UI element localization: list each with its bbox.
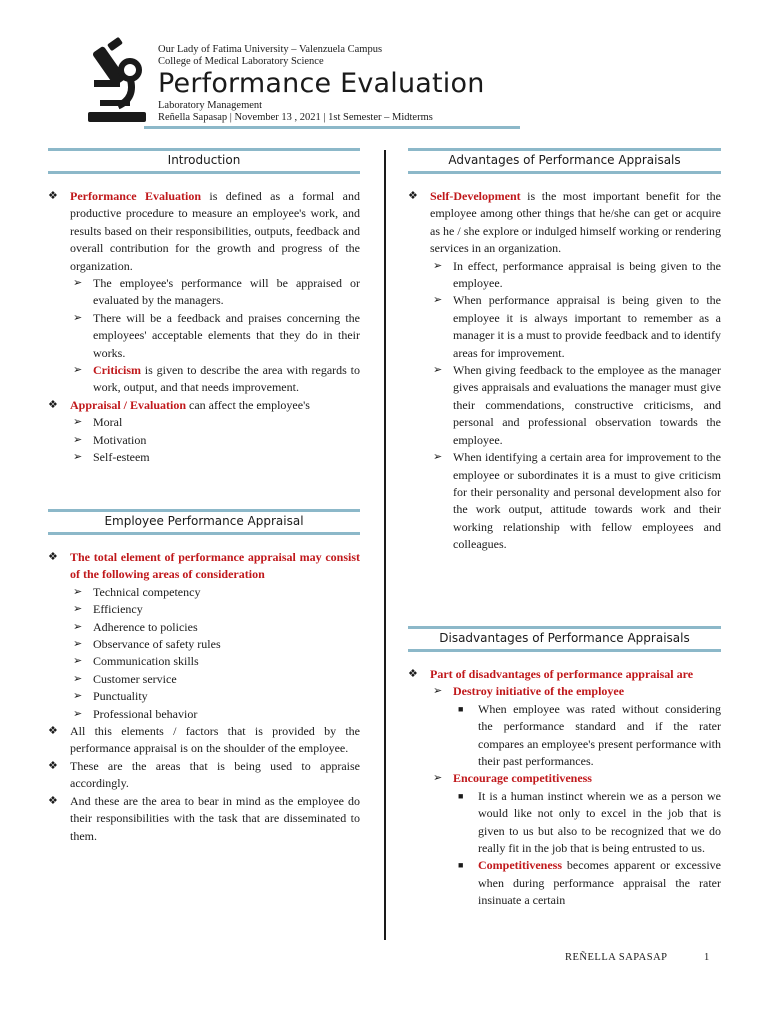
list-item-text: Efficiency	[93, 602, 143, 617]
list-item-text: becomes apparent or excessive when during performance appraisal the rater insinuate a certain	[478, 858, 721, 908]
advantages-heading: Advantages of Performance Appraisals	[408, 148, 721, 174]
list-item	[408, 701, 721, 771]
lead-text: The total element of performance appraisal may consist of the following areas of consideration	[70, 550, 360, 582]
diamond-bullet-icon: ❖	[48, 794, 58, 807]
list-item-text: And these are the area to bear in mind as the employee do their responsibilities with the task that are disseminated to them.	[70, 793, 360, 843]
list-item	[48, 414, 360, 431]
diamond-bullet-icon: ❖	[48, 190, 58, 202]
list-item	[48, 397, 360, 414]
list-item-text: Technical competency	[93, 584, 201, 599]
disadvantages-section	[408, 626, 721, 910]
arrowhead-bullet-icon: ➢	[73, 638, 83, 651]
list-item-text: When employee was rated without considering the performance standard and if the rater compares an employee's present performance with their past performances.	[478, 701, 721, 769]
arrowhead-bullet-icon: ➢	[433, 294, 443, 307]
arrowhead-bullet-icon: ➢	[433, 772, 443, 785]
diamond-bullet-icon: ❖	[48, 551, 58, 563]
list-item	[408, 788, 721, 858]
arrowhead-bullet-icon: ➢	[73, 690, 83, 703]
arrowhead-bullet-icon: ➢	[73, 707, 83, 720]
footer-author: REÑELLA SAPASAP	[565, 952, 668, 963]
list-item	[48, 362, 360, 397]
arrowhead-bullet-icon: ➢	[73, 655, 83, 668]
arrowhead-bullet-icon: ➢	[73, 603, 83, 616]
term: Appraisal / Evaluation	[70, 397, 187, 412]
introduction-heading: Introduction	[48, 148, 360, 174]
arrowhead-bullet-icon: ➢	[73, 451, 83, 464]
list-item-text: There will be a feedback and praises concerning the employees' acceptable elements that they do in their works.	[93, 310, 360, 360]
list-item	[408, 770, 721, 787]
list-item	[48, 706, 360, 723]
page-title: Performance Evaluation	[158, 68, 485, 99]
list-item	[408, 683, 721, 700]
arrowhead-bullet-icon: ➢	[73, 620, 83, 633]
document-meta: Reñella Sapasap | November 13 , 2021 | 1st Semester – Midterms	[158, 112, 433, 123]
list-item-text: Motivation	[93, 432, 147, 447]
list-item	[48, 601, 360, 618]
list-item-text: In effect, performance appraisal is being given to the employee.	[453, 258, 721, 291]
list-item	[48, 275, 360, 310]
list-item	[408, 449, 721, 553]
list-item	[48, 188, 360, 275]
arrowhead-bullet-icon: ➢	[433, 685, 443, 698]
microscope-icon	[78, 36, 158, 126]
diamond-bullet-icon: ❖	[48, 759, 58, 772]
header-text	[158, 44, 485, 124]
column-divider	[384, 150, 386, 940]
list-item-text: The employee's performance will be appraised or evaluated by the managers.	[93, 276, 360, 308]
arrowhead-bullet-icon: ➢	[73, 672, 83, 685]
term: Criticism	[93, 363, 141, 378]
list-item	[48, 549, 360, 584]
list-item-text: Customer service	[93, 671, 177, 686]
course-name: Laboratory Management	[158, 100, 263, 111]
arrowhead-bullet-icon: ➢	[73, 585, 83, 598]
list-item-text: Moral	[93, 415, 123, 430]
introduction-section	[48, 148, 360, 467]
lead-text: Part of disadvantages of performance appraisal are	[430, 667, 694, 681]
list-item-text: Punctuality	[93, 689, 148, 704]
list-item	[48, 619, 360, 636]
diamond-bullet-icon: ❖	[48, 398, 58, 411]
definition-text: is defined as a formal and productive procedure to measure an employee's work, and results based on their responsibilities, outputs, feedback and overall contribution for the growth and progress of the organization.	[70, 189, 360, 273]
page-number: 1	[704, 952, 710, 963]
term: Self-Development	[430, 189, 521, 203]
list-item-text: can affect the employee's	[186, 397, 310, 412]
arrowhead-bullet-icon: ➢	[433, 451, 443, 464]
header-underline	[144, 126, 520, 129]
square-bullet-icon: ■	[458, 860, 464, 871]
list-item	[408, 857, 721, 909]
list-item-text: is the most important benefit for the employee among other things that he/she can get or acquire as he / she explore or indulged himself working or rendering services in an organization.	[430, 189, 721, 256]
college-name: College of Medical Laboratory Science	[158, 56, 324, 67]
list-item-text: Observance of safety rules	[93, 637, 221, 652]
diamond-bullet-icon: ❖	[48, 725, 58, 738]
diamond-bullet-icon: ❖	[408, 668, 418, 680]
list-item-text: Adherence to policies	[93, 619, 198, 634]
arrowhead-bullet-icon: ➢	[433, 259, 443, 272]
list-item	[48, 432, 360, 449]
university-name: Our Lady of Fatima University – Valenzuela Campus	[158, 44, 383, 55]
list-item-text: These are the areas that is being used to appraise accordingly.	[70, 758, 360, 791]
subheading-text: Encourage competitiveness	[453, 771, 592, 786]
employee-appraisal-heading: Employee Performance Appraisal	[48, 509, 360, 535]
list-item-text: When giving feedback to the employee as the manager gives appraisals and evaluations the manager must give their commendations, constructive criticisms, and personal and professional observation towards the employee.	[453, 363, 721, 447]
disadvantages-heading: Disadvantages of Performance Appraisals	[408, 626, 721, 652]
list-item	[48, 723, 360, 758]
list-item	[48, 793, 360, 845]
list-item	[48, 636, 360, 653]
list-item-text: Self-esteem	[93, 450, 150, 465]
list-item	[408, 258, 721, 293]
list-item	[48, 688, 360, 705]
arrowhead-bullet-icon: ➢	[73, 311, 83, 324]
list-item	[408, 292, 721, 362]
list-item-text: When performance appraisal is being given to the employee it is always important to remember as a manager it is a must to provide feedback and to identify areas for improvement.	[453, 293, 721, 360]
list-item	[48, 584, 360, 601]
square-bullet-icon: ■	[458, 703, 464, 714]
diamond-bullet-icon: ❖	[408, 190, 418, 202]
employee-appraisal-section	[48, 509, 360, 845]
list-item	[408, 666, 721, 683]
list-item-text: All this elements / factors that is provided by the performance appraisal is on the shoulder of the employee.	[70, 724, 360, 756]
subheading-text: Destroy initiative of the employee	[453, 684, 625, 699]
list-item-text: It is a human instinct wherein we as a person we would like not only to excel in the job that is given to us but also to be recognized that we do really fit in the job that is being entrusted to us.	[478, 788, 721, 856]
advantages-section	[408, 148, 721, 554]
list-item-text: Communication skills	[93, 654, 199, 669]
arrowhead-bullet-icon: ➢	[73, 416, 83, 429]
term: Competitiveness	[478, 858, 562, 873]
list-item	[408, 362, 721, 449]
list-item	[48, 758, 360, 793]
term: Performance Evaluation	[70, 189, 202, 203]
arrowhead-bullet-icon: ➢	[73, 277, 83, 290]
square-bullet-icon: ■	[458, 790, 464, 801]
list-item-text: When identifying a certain area for improvement to the employee or subordinates it is a must to give criticism for their personality and personal development also for the work output, attitude towards work and their working relationship with fellow employees and colleagues.	[453, 450, 721, 552]
list-item	[48, 310, 360, 362]
list-item	[408, 188, 721, 258]
list-item	[48, 671, 360, 688]
arrowhead-bullet-icon: ➢	[73, 433, 83, 446]
document-header	[48, 30, 720, 130]
arrowhead-bullet-icon: ➢	[433, 364, 443, 377]
list-item-text: is given to describe the area with regards to work, output, and that needs improvement.	[93, 363, 360, 395]
list-item	[48, 449, 360, 466]
list-item	[48, 653, 360, 670]
list-item-text: Professional behavior	[93, 706, 198, 721]
arrowhead-bullet-icon: ➢	[73, 364, 83, 377]
